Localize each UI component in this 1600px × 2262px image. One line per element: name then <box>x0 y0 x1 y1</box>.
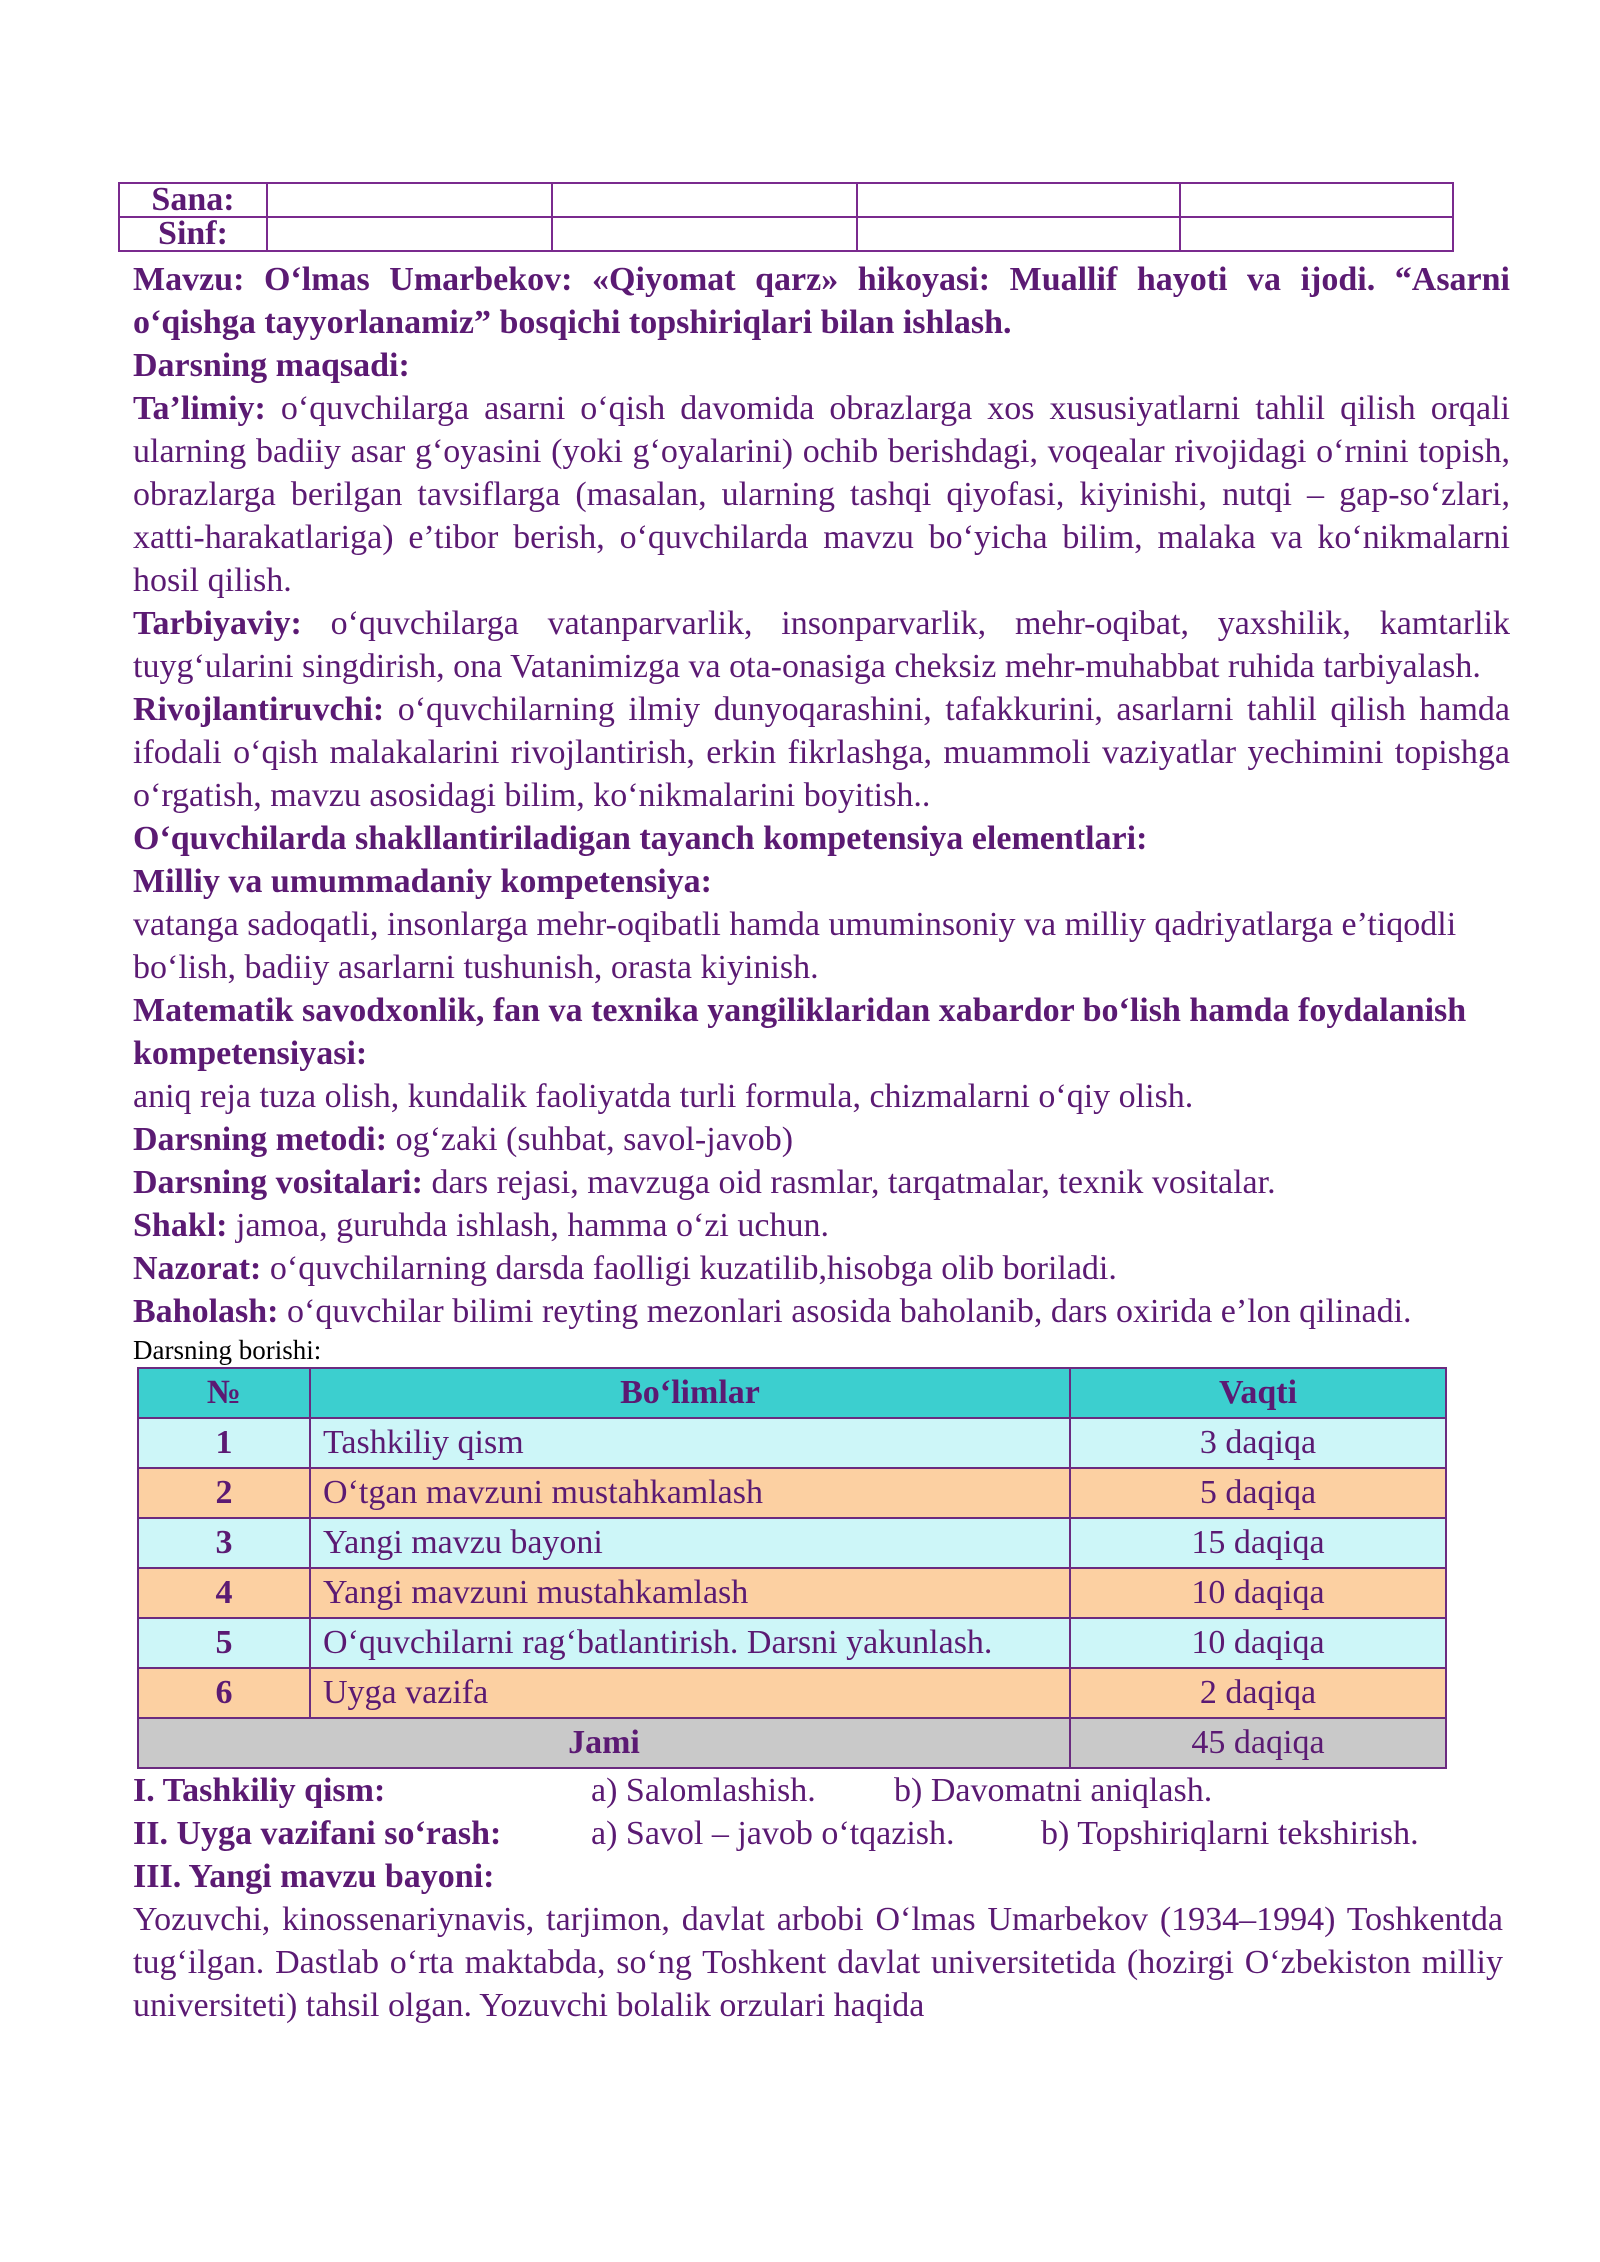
row-section: O‘tgan mavzuni mustahkamlash <box>310 1468 1070 1518</box>
form-label: Shakl: <box>133 1207 228 1244</box>
educational-goal <box>133 387 1510 602</box>
row-section: Yangi mavzuni mustahkamlash <box>310 1568 1070 1618</box>
date-label: Sana: <box>119 183 267 217</box>
table-row <box>138 1518 1446 1568</box>
row-section: Yangi mavzu bayoni <box>310 1518 1070 1568</box>
educational-text: o‘quvchilarga asarni o‘qish davomida obrazlarga xos xususiyatlarni tahlil qilish orqali ularning badiiy asar g‘oyasini (yoki g‘oyalarini) ochib berishdagi, voqealar rivojidagi o‘rnini topish, obrazlarga berilgan tavsiflarga (masalan, ularning tashqi qiyofasi, kiyinishi, nutqi – gap-so‘zlari, xatti-harakatlariga) e’tibor berish, o‘quvchilarda mavzu bo‘yicha bilim, malaka va ko‘nikmalarni hosil qilish. <box>133 390 1511 599</box>
row-number: 3 <box>138 1518 310 1568</box>
class-cell <box>1180 217 1453 251</box>
date-cell <box>267 183 552 217</box>
row-number: 5 <box>138 1618 310 1668</box>
control <box>133 1247 1510 1290</box>
table-row <box>138 1668 1446 1718</box>
row-time: 15 daqiqa <box>1070 1518 1446 1568</box>
national-competence-text: vatanga sadoqatli, insonlarga mehr-oqibatli hamda umuminsoniy va milliy qadriyatlarga e’tiqodli bo‘lish, badiiy asarlarni tushunish, orasta kiyinish. <box>133 906 1457 986</box>
flow-header-row <box>138 1368 1446 1418</box>
step1-b: b) Davomatni aniqlash. <box>894 1772 1213 1809</box>
step2-b: b) Topshiriqlarni tekshirish. <box>1041 1815 1419 1852</box>
developmental-label: Rivojlantiruvchi: <box>133 691 385 728</box>
step-organizational <box>133 1769 1510 1812</box>
date-cell <box>857 183 1180 217</box>
row-number: 6 <box>138 1668 310 1718</box>
upbringing-label: Tarbiyaviy: <box>133 605 302 642</box>
row-number: 1 <box>138 1418 310 1468</box>
date-class-table <box>118 182 1454 252</box>
control-label: Nazorat: <box>133 1250 262 1287</box>
lesson-flow-table <box>137 1367 1447 1769</box>
class-row <box>119 217 1453 251</box>
table-row <box>138 1418 1446 1468</box>
lesson-plan-content <box>133 258 1510 2027</box>
date-row <box>119 183 1453 217</box>
row-number: 2 <box>138 1468 310 1518</box>
row-time: 10 daqiqa <box>1070 1618 1446 1668</box>
form <box>133 1204 1510 1247</box>
step3-label: III. Yangi mavzu bayoni: <box>133 1858 495 1895</box>
method <box>133 1118 1510 1161</box>
step2-a: a) Savol – javob o‘tqazish. <box>591 1815 955 1852</box>
assessment <box>133 1290 1510 1333</box>
goals-heading: Darsning maqsadi: <box>133 347 410 384</box>
row-time: 10 daqiqa <box>1070 1568 1446 1618</box>
form-text: jamoa, guruhda ishlash, hamma o‘zi uchun. <box>236 1207 829 1244</box>
table-row <box>138 1618 1446 1668</box>
topic <box>133 258 1510 344</box>
col-header-sections: Bo‘limlar <box>310 1368 1070 1418</box>
upbringing-goal <box>133 602 1510 688</box>
national-competence-heading: Milliy va umummadaniy kompetensiya: <box>133 863 712 900</box>
row-number: 4 <box>138 1568 310 1618</box>
row-time: 2 daqiqa <box>1070 1668 1446 1718</box>
developmental-goal <box>133 688 1510 817</box>
row-section: Tashkiliy qism <box>310 1418 1070 1468</box>
math-competence-text: aniq reja tuza olish, kundalik faoliyatda turli formula, chizmalarni o‘qiy olish. <box>133 1078 1194 1115</box>
educational-label: Ta’limiy: <box>133 390 266 427</box>
method-text: og‘zaki (suhbat, savol-javob) <box>395 1121 794 1158</box>
topic-label: Mavzu: <box>133 261 245 298</box>
total-row <box>138 1718 1446 1768</box>
total-time: 45 daqiqa <box>1070 1718 1446 1768</box>
topic-text: O‘lmas Umarbekov: «Qiyomat qarz» hikoyasi: Muallif hayoti va ijodi. “Asarni o‘qishga tayyorlanamiz” bosqichi topshiriqlari bilan ishlash. <box>133 261 1511 341</box>
row-section: Uyga vazifa <box>310 1668 1070 1718</box>
date-cell <box>1180 183 1453 217</box>
assessment-text: o‘quvchilar bilimi reyting mezonlari asosida baholanib, dars oxirida e’lon qilinadi. <box>287 1293 1412 1330</box>
step1-a: a) Salomlashish. <box>591 1772 816 1809</box>
tools <box>133 1161 1510 1204</box>
class-cell <box>267 217 552 251</box>
row-time: 5 daqiqa <box>1070 1468 1446 1518</box>
math-competence-heading: Matematik savodxonlik, fan va texnika yangiliklaridan xabardor bo‘lish hamda foydalanish kompetensiyasi: <box>133 992 1467 1072</box>
assessment-label: Baholash: <box>133 1293 279 1330</box>
step-homework-check <box>133 1812 1510 1855</box>
step1-label: I. Tashkiliy qism: <box>133 1772 386 1809</box>
date-cell <box>552 183 857 217</box>
competence-heading: O‘quvchilarda shakllantiriladigan tayanch kompetensiya elementlari: <box>133 820 1148 857</box>
developmental-text: o‘quvchilarning ilmiy dunyoqarashini, tafakkurini, asarlarni tahlil qilish hamda ifodali o‘qish malakalarini rivojlantirish, erkin fikrlashga, muammoli vaziyatlar yechimini topishga o‘rgatish, mavzu asosidagi bilim, ko‘nikmalarini boyitish.. <box>133 691 1511 814</box>
col-header-number: № <box>138 1368 310 1418</box>
control-text: o‘quvchilarning darsda faolligi kuzatilib,hisobga olib boriladi. <box>269 1250 1117 1287</box>
row-time: 3 daqiqa <box>1070 1418 1446 1468</box>
col-header-time: Vaqti <box>1070 1368 1446 1418</box>
table-row <box>138 1568 1446 1618</box>
method-label: Darsning metodi: <box>133 1121 388 1158</box>
total-label: Jami <box>138 1718 1070 1768</box>
class-cell <box>857 217 1180 251</box>
flow-caption: Darsning borishi: <box>133 1335 322 1365</box>
class-label: Sinf: <box>119 217 267 251</box>
table-row <box>138 1468 1446 1518</box>
step2-label: II. Uyga vazifani so‘rash: <box>133 1815 502 1852</box>
row-section: O‘quvchilarni rag‘batlantirish. Darsni yakunlash. <box>310 1618 1070 1668</box>
tools-label: Darsning vositalari: <box>133 1164 423 1201</box>
biography-text: Yozuvchi, kinossenariynavis, tarjimon, davlat arbobi O‘lmas Umarbekov (1934–1994) Toshkentda tug‘ilgan. Dastlab o‘rta maktabda, so‘ng Toshkent davlat universitetida (hozirgi O‘zbekiston milliy universiteti) tahsil olgan. Yozuvchi bolalik orzulari haqida <box>133 1901 1503 2024</box>
tools-text: dars rejasi, mavzuga oid rasmlar, tarqatmalar, texnik vositalar. <box>431 1164 1276 1201</box>
class-cell <box>552 217 857 251</box>
upbringing-text: o‘quvchilarga vatanparvarlik, insonparvarlik, mehr-oqibat, yaxshilik, kamtarlik tuyg‘ularini singdirish, ona Vatanimizga va ota-onasiga cheksiz mehr-muhabbat ruhida tarbiyalash. <box>133 605 1511 685</box>
